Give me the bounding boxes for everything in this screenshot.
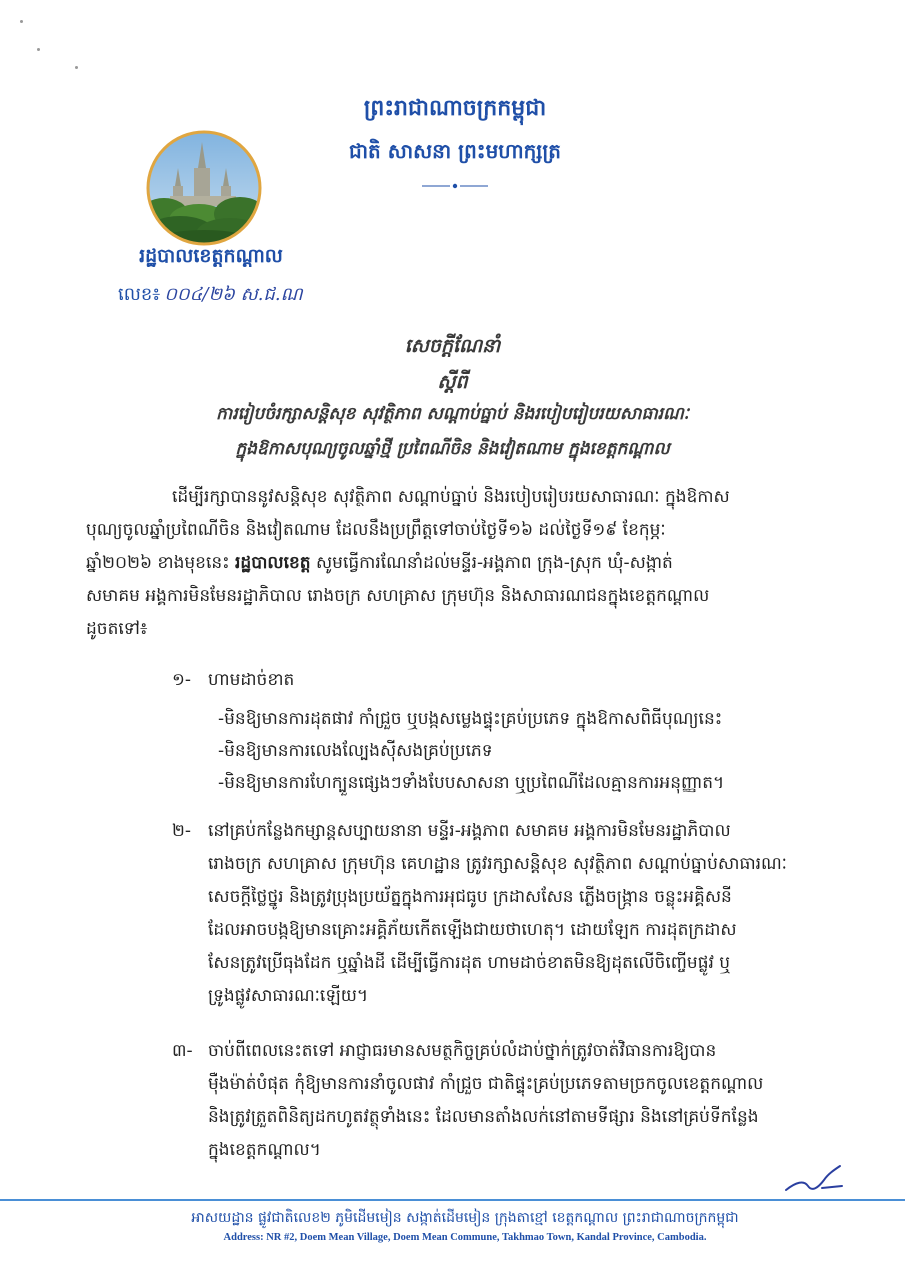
issuing-authority: រដ្ឋបាលខេត្តកណ្ដាល xyxy=(139,245,283,267)
item-2-line-5: សែនត្រូវប្រើធុងដែក ឬឆ្នាំងដី ដើម្បីធ្វើការដុត ហាមដាច់ខាតមិនឱ្យដុតលើចិញ្ចើមផ្លូវ ឬ xyxy=(208,953,731,973)
reference-number-row xyxy=(118,282,303,308)
signature-initial xyxy=(778,1160,848,1200)
item-3-line-4: ក្នុងខេត្តកណ្ដាល។ xyxy=(208,1140,321,1160)
item-2-line-3: សេចក្ដីថ្លៃថ្នូរ និងត្រូវប្រុងប្រយ័ត្នក្នុងការអុជធូប ក្រដាសសែន ភ្លើងចង្ក្រាន ចន្លុះអគ្គិសនី xyxy=(208,887,732,907)
scan-speck xyxy=(37,48,40,51)
intro-issuer-bold: រដ្ឋបាលខេត្ត xyxy=(235,553,311,573)
item-1-sub-1: -មិនឱ្យមានការដុតផាវ កាំជ្រួច ឬបង្កសម្លេងផ្ទុះគ្រប់ប្រភេទ ក្នុងឱកាសពិធីបុណ្យនេះ xyxy=(218,709,723,729)
footer-address-english: Address: NR #2, Doem Mean Village, Doem Mean Commune, Takhmao Town, Kandal Province, Cambodia. xyxy=(223,1232,707,1243)
item-1-heading: ហាមដាច់ខាត xyxy=(208,670,295,690)
item-3-line-3: និងត្រូវត្រួតពិនិត្យដកហូតវត្ថុទាំងនេះ ដែលមានតាំងលក់នៅតាមទីផ្សារ និងនៅគ្រប់ទីកន្លែង xyxy=(208,1107,759,1127)
divider-ornament xyxy=(420,180,490,192)
item-1-sub-3: -មិនឱ្យមានការហែក្បួនផ្សេងៗទាំងបែបសាសនា ឬប្រពៃណីដែលគ្មានការអនុញ្ញាត។ xyxy=(218,773,725,793)
subject-line-1: ការរៀបចំរក្សាសន្ដិសុខ សុវត្ថិភាព សណ្ដាប់ធ្នាប់ និងរបៀបរៀបរយសាធារណៈ xyxy=(216,404,689,424)
item-2-number: ២- xyxy=(172,821,192,841)
footer-address-khmer: អាសយដ្ឋាន ផ្លូវជាតិលេខ២ ភូមិដើមមៀន សង្កាត់ដើមមៀន ក្រុងតាខ្មៅ ខេត្តកណ្ដាល ព្រះរាជាណាចក្រកម្ពុជា xyxy=(191,1210,739,1226)
document-type: សេចក្ដីណែនាំ xyxy=(404,335,501,357)
reference-number: ០០៤/២៦ ស.ជ.ណ xyxy=(164,284,303,305)
provincial-seal-icon xyxy=(144,128,264,248)
item-2-line-6: ទ្រូងផ្លូវសាធារណៈឡើយ។ xyxy=(208,986,369,1006)
intro-line-3-end: សូមធ្វើការណែនាំដល់មន្ទីរ-អង្គភាព ក្រុង-ស្រុក ឃុំ-សង្កាត់ xyxy=(315,553,673,573)
footer-divider xyxy=(0,1199,905,1201)
intro-line-3 xyxy=(86,547,837,581)
scan-speck xyxy=(75,66,78,69)
item-1-number: ១- xyxy=(172,670,192,690)
intro-line-4: សមាគម អង្គការមិនមែនរដ្ឋាភិបាល រោងចក្រ សហគ្រាស ក្រុមហ៊ុន និងសាធារណជនក្នុងខេត្តកណ្ដាល xyxy=(86,586,710,606)
intro-line-3-start: ឆ្នាំ២០២៦ ខាងមុខនេះ xyxy=(86,553,230,573)
intro-line-2: បុណ្យចូលឆ្នាំប្រពៃណីចិន និងវៀតណាម ដែលនឹងប្រព្រឹត្តទៅចាប់ថ្ងៃទី១៦ ដល់ថ្ងៃទី១៩ ខែកុម្ភៈ xyxy=(86,520,666,540)
item-2-line-4: ដែលអាចបង្កឱ្យមានគ្រោះអគ្គិភ័យកើតឡើងជាយថាហេតុ។ ដោយឡែក ការដុតក្រដាស xyxy=(208,920,737,940)
intro-line-5: ដូចតទៅ៖ xyxy=(86,619,148,639)
national-motto: ជាតិ សាសនា ព្រះមហាក្សត្រ xyxy=(349,139,561,163)
item-2-line-1: នៅគ្រប់កន្លែងកម្សាន្តសប្បាយនានា មន្ទីរ-អង្គភាព សមាគម អង្គការមិនមែនរដ្ឋាភិបាល xyxy=(208,821,731,841)
item-3-line-2: ម៉ឺងម៉ាត់បំផុត កុំឱ្យមានការនាំចូលផាវ កាំជ្រួច ជាតិផ្ទុះគ្រប់ប្រភេទតាមច្រកចូលខេត្តកណ្ដាល xyxy=(208,1074,764,1094)
scan-speck xyxy=(20,20,23,23)
kingdom-heading: ព្រះរាជាណាចក្រកម្ពុជា xyxy=(363,95,547,121)
item-1-sub-2: -មិនឱ្យមានការលេងល្បែងស៊ីសងគ្រប់ប្រភេទ xyxy=(218,741,493,761)
reference-label: លេខ៖ xyxy=(118,284,161,305)
item-2-line-2: រោងចក្រ សហគ្រាស ក្រុមហ៊ុន គេហដ្ឋាន ត្រូវរក្សាសន្ដិសុខ សុវត្ថិភាព សណ្ដាប់ធ្នាប់សាធារណៈ xyxy=(208,854,787,874)
item-3-line-1: ចាប់ពីពេលនេះតទៅ អាជ្ញាធរមានសមត្ថកិច្ចគ្រប់លំដាប់ថ្នាក់ត្រូវចាត់វិធានការឱ្យបាន xyxy=(208,1041,717,1061)
item-3-number: ៣- xyxy=(172,1041,193,1061)
subject-line-2: ក្នុងឱកាសបុណ្យចូលឆ្នាំថ្មី ប្រពៃណីចិន និងវៀតណាម ក្នុងខេត្តកណ្ដាល xyxy=(235,439,670,459)
intro-line-1: ដើម្បីរក្សាបាននូវសន្ដិសុខ សុវត្ថិភាព សណ្ដាប់ធ្នាប់ និងរបៀបរៀបរយសាធារណៈ ក្នុងឱកាស xyxy=(172,487,730,507)
title-about: ស្ដីពី xyxy=(437,371,468,393)
